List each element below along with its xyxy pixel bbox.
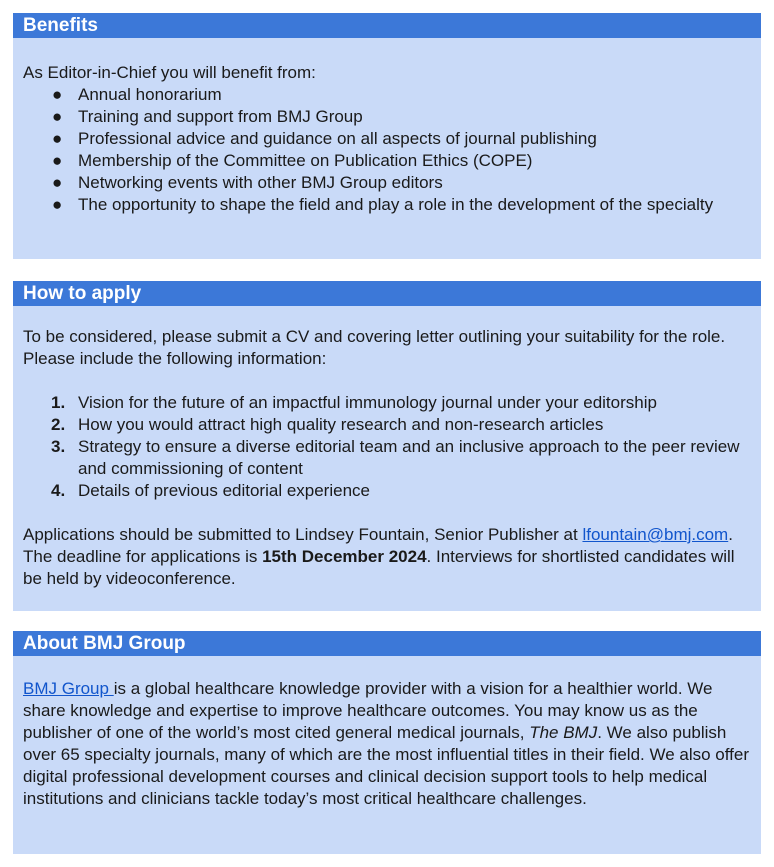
about-section: [13, 631, 761, 854]
list-item-text: Details of previous editorial experience: [78, 481, 370, 500]
list-item-text: Vision for the future of an impactful immunology journal under your editorship: [78, 393, 657, 412]
number-marker: 1.: [51, 393, 66, 412]
apply-intro: To be considered, please submit a CV and covering letter outlining your suitability for the role. Please include the following information:: [23, 327, 726, 368]
list-item-text: Networking events with other BMJ Group editors: [78, 173, 443, 192]
list-item: [23, 392, 751, 414]
how-to-apply-heading: How to apply: [13, 281, 761, 306]
how-to-apply-body: [13, 306, 761, 590]
list-item-text: Strategy to ensure a diverse editorial team and an inclusive approach to the peer review and commissioning of content: [78, 437, 740, 478]
benefits-section: [13, 13, 761, 259]
list-item: [23, 106, 751, 128]
bullet-marker: ●: [52, 129, 63, 148]
number-marker: 3.: [51, 437, 66, 456]
list-item-text: Membership of the Committee on Publication Ethics (COPE): [78, 151, 533, 170]
list-item-text: Annual honorarium: [78, 85, 222, 104]
submission-text: Applications should be submitted to Lindsey Fountain, Senior Publisher at: [23, 525, 583, 544]
bullet-marker: ●: [52, 151, 63, 170]
benefits-body: [13, 38, 761, 216]
list-item-text: How you would attract high quality research and non-research articles: [78, 415, 604, 434]
how-to-apply-section: [13, 281, 761, 611]
bullet-marker: ●: [52, 195, 63, 214]
benefits-list: [23, 84, 751, 216]
benefits-intro: As Editor-in-Chief you will benefit from:: [23, 63, 316, 82]
number-marker: 4.: [51, 481, 66, 500]
list-item: [23, 84, 751, 106]
journal-name: The BMJ: [529, 723, 598, 742]
list-item: [23, 128, 751, 150]
list-item-text: Professional advice and guidance on all aspects of journal publishing: [78, 129, 597, 148]
number-marker: 2.: [51, 415, 66, 434]
bullet-marker: ●: [52, 85, 63, 104]
about-body: [13, 656, 761, 810]
deadline-text: . The deadline for applications is: [23, 525, 733, 566]
bullet-marker: ●: [52, 107, 63, 126]
list-item: [23, 480, 751, 502]
bullet-marker: ●: [52, 173, 63, 192]
list-item: [23, 194, 751, 216]
deadline-date: 15th December 2024: [262, 547, 427, 566]
list-item: [23, 414, 751, 436]
list-item: [23, 172, 751, 194]
about-text: is a global healthcare knowledge provider with a vision for a healthier world. We share knowledge and expertise to improve healthcare outcomes. You may know us as the publisher of one of the world’s most cited general medical journals,: [23, 679, 713, 742]
list-item: [23, 436, 751, 480]
about-text-continued: . We also publish over 65 specialty journals, many of which are the most influential titles in their field. We also offer digital professional development courses and clinical decision support tools to help medical institutions and clinicians tackle today’s most critical healthcare challenges.: [23, 723, 750, 808]
apply-info-list: [23, 392, 751, 502]
list-item-text: The opportunity to shape the field and play a role in the development of the specialty: [78, 195, 714, 214]
about-paragraph: [23, 678, 751, 810]
list-item: [23, 150, 751, 172]
about-heading: About BMJ Group: [13, 631, 761, 656]
email-link[interactable]: lfountain@bmj.com: [582, 525, 729, 544]
benefits-heading: Benefits: [13, 13, 761, 38]
submission-paragraph: [23, 524, 751, 590]
bmj-group-link[interactable]: BMJ Group: [23, 679, 114, 698]
interview-text: . Interviews for shortlisted candidates will be held by videoconference.: [23, 547, 735, 588]
list-item-text: Training and support from BMJ Group: [78, 107, 363, 126]
